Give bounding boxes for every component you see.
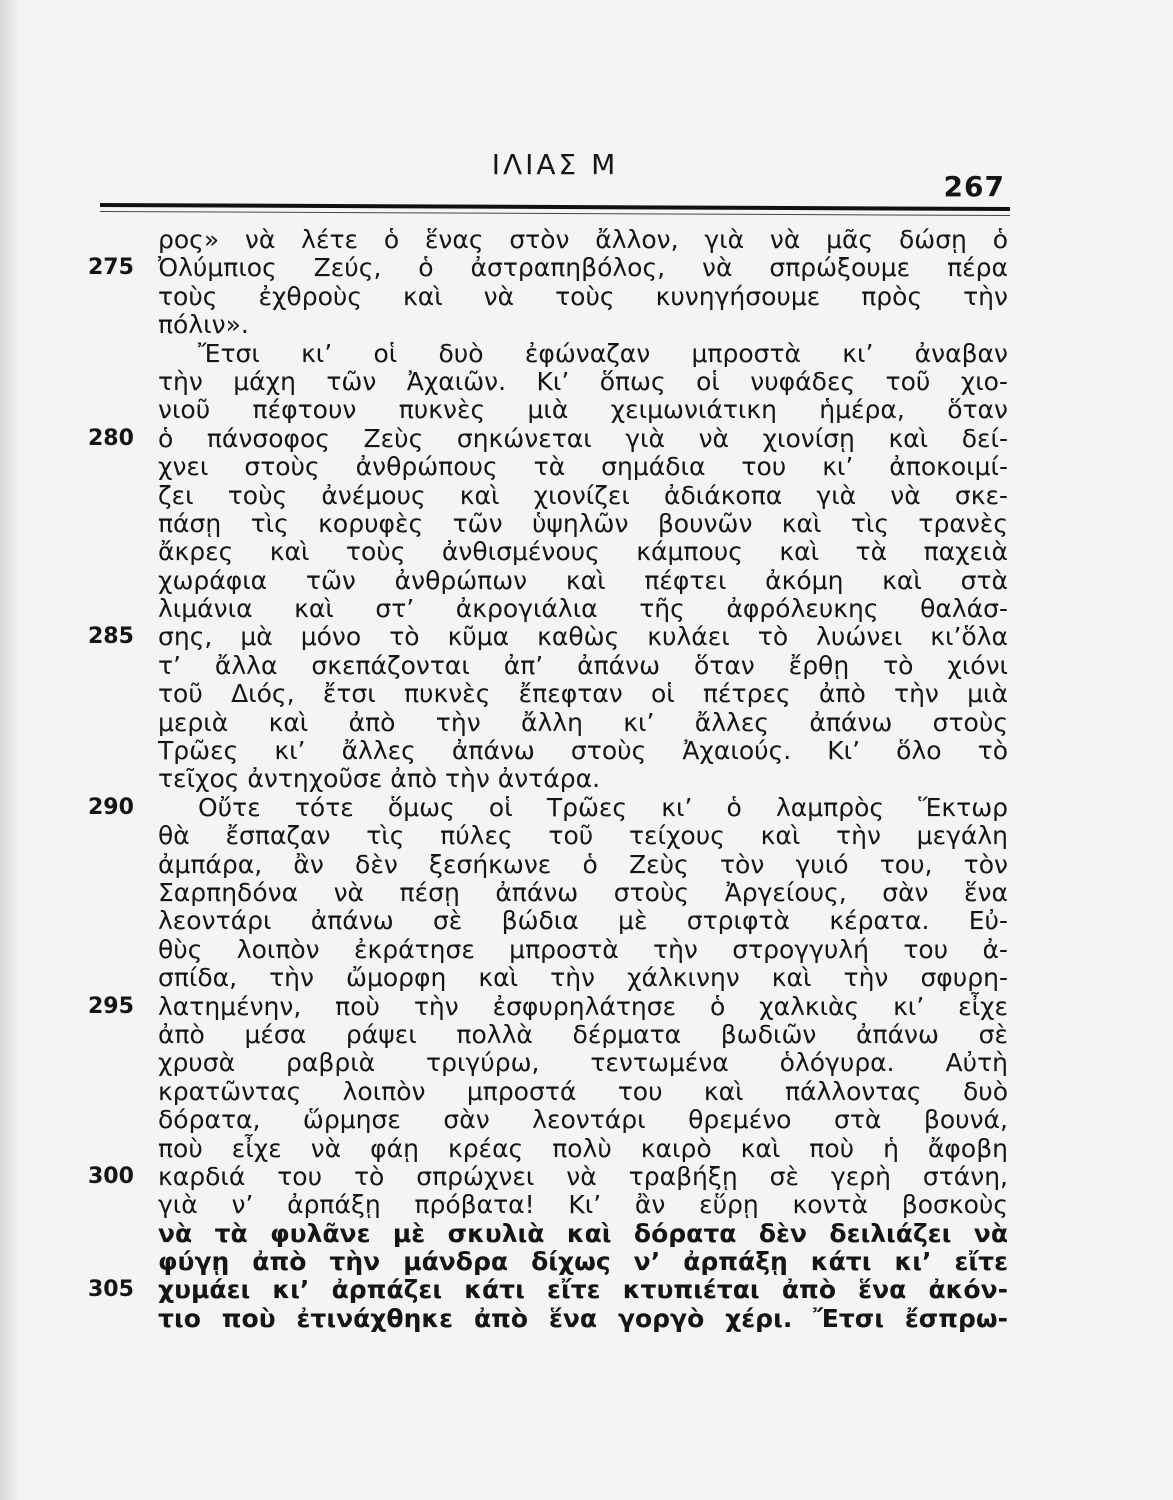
line-text: λατημένην, ποὺ τὴν ἐσφυρηλάτησε ὁ χαλκιὰς κι’ εἶχε [158,991,1008,1021]
line-text: ρος» νὰ λέτε ὁ ἕνας στὸν ἄλλον, γιὰ νὰ μᾶς δώσῃ ὁ [158,225,1008,254]
text-line [88,1135,1018,1163]
text-line [88,368,1018,396]
line-text: καρδιά του τὸ σπρώχνει νὰ τραβήξῃ σὲ γερὴ στάνη, [158,1161,1008,1191]
line-text: ἄκρες καὶ τοὺς ἀνθισμένους κάμπους καὶ τὰ παχειὰ [158,537,1008,567]
text-line [88,1078,1018,1106]
text-line [88,1021,1018,1049]
text-line [88,936,1018,964]
text-line [88,1191,1018,1219]
line-text: νιοῦ πέφτουν πυκνὲς μιὰ χειμωνιάτικη ἡμέρα, ὅταν [158,395,1008,425]
line-text: σπίδα, τὴν ὤμορφη καὶ τὴν χάλκινην καὶ τὴν σφυρη- [158,963,1008,993]
line-text: λεοντάρι ἀπάνω σὲ βώδια μὲ στριφτὰ κέρατα. Εὐ- [158,906,1008,936]
line-text: ὁ πάνσοφος Ζεὺς σηκώνεται γιὰ νὰ χιονίσῃ καὶ δεί- [158,423,1008,453]
line-number: 305 [88,1277,134,1303]
line-text: μεριὰ καὶ ἀπὸ τὴν ἄλλη κι’ ἄλλες ἀπάνω στοὺς [158,707,1008,737]
text-line [88,1276,1018,1304]
text-line [88,510,1018,538]
line-number: 275 [88,255,134,281]
page-header [95,140,1015,203]
line-number: 290 [88,794,134,820]
text-line [88,851,1018,879]
line-text: ἀπὸ μέσα ράψει πολλὰ δέρματα βωδιῶν ἀπάνω σὲ [158,1019,1008,1049]
text-line [88,964,1018,992]
line-text: ἀμπάρα, ἂν δὲν ξεσήκωνε ὁ Ζεὺς τὸν γυιό του, τὸν [158,849,1008,879]
running-title: ΙΛΙΑΣ Μ [491,148,619,181]
line-text: τοὺς ἐχθροὺς καὶ νὰ τοὺς κυνηγήσουμε πρὸς τὴν [158,281,1008,311]
text-line [88,652,1018,680]
text-line [88,765,1018,793]
line-number: 295 [88,993,134,1019]
text-line [88,1305,1018,1333]
text-line [88,1106,1018,1134]
line-text: θὰ ἔσπαζαν τὶς πύλες τοῦ τείχους καὶ τὴν μεγάλη [158,821,1008,851]
text-line [88,595,1018,623]
text-line [88,340,1018,368]
line-text: γιὰ ν’ ἀρπάξῃ πρόβατα! Κι’ ἂν εὕρῃ κοντὰ βοσκοὺς [158,1190,1008,1220]
line-text: Τρῶες κι’ ἄλλες ἀπάνω στοὺς Ἀχαιούς. Κι’ ὅλο τὸ [158,736,1008,766]
body-text [88,226,1018,1333]
line-text: χνει στοὺς ἀνθρώπους τὰ σημάδια του κι’ ἀποκοιμί- [158,452,1008,482]
text-line [88,822,1018,850]
text-line [88,482,1018,510]
line-text: θὺς λοιπὸν ἐκράτησε μπροστὰ τὴν στρογγυλή του ἀ- [158,934,1008,964]
text-line [88,1248,1018,1276]
text-line [88,1220,1018,1248]
line-text: φύγῃ ἀπὸ τὴν μάνδρα δίχως ν’ ἀρπάξῃ κάτι κι’ εἴτε [158,1247,1008,1277]
line-text: χωράφια τῶν ἀνθρώπων καὶ πέφτει ἀκόμη καὶ στὰ [158,565,1008,595]
text-line [88,879,1018,907]
text-line [88,709,1018,737]
text-line [88,226,1018,254]
text-line [88,283,1018,311]
text-line [88,396,1018,424]
text-line [88,254,1018,282]
text-line [88,453,1018,481]
page-edge-shadow [0,0,20,1500]
text-line [88,737,1018,765]
line-number: 285 [88,624,134,650]
line-text: Ὀλύμπιος Ζεύς, ὁ ἀστραπηβόλος, νὰ σπρώξουμε πέρα [158,253,1008,283]
line-text: Οὔτε τότε ὅμως οἱ Τρῶες κι’ ὁ λαμπρὸς Ἕκτωρ [198,792,1008,822]
page-number: 267 [943,170,1005,203]
line-text: ζει τοὺς ἀνέμους καὶ χιονίζει ἀδιάκοπα γιὰ νὰ σκε- [158,480,1008,510]
line-text: νὰ τὰ φυλᾶνε μὲ σκυλιὰ καὶ δόρατα δὲν δειλιάζει νὰ [158,1218,1008,1248]
header-rule [100,203,1010,211]
text-line [88,425,1018,453]
line-text: τοῦ Διός, ἔτσι πυκνὲς ἔπεφταν οἱ πέτρες ἀπὸ τὴν μιὰ [158,679,1008,709]
text-line [88,311,1018,339]
line-number: 300 [88,1163,134,1189]
text-line [88,794,1018,822]
line-text: λιμάνια καὶ στ’ ἀκρογιάλια τῆς ἀφρόλευκης θαλάσ- [158,594,1008,624]
text-line [88,993,1018,1021]
line-text: πόλιν». [158,310,249,340]
line-text: κρατῶντας λοιπὸν μπροστά του καὶ πάλλοντας δυὸ [158,1076,1008,1106]
line-text: τ’ ἄλλα σκεπάζονται ἀπ’ ἀπάνω ὅταν ἔρθῃ τὸ χιόνι [158,650,1008,680]
text-line [88,680,1018,708]
line-text: χρυσὰ ραβριὰ τριγύρω, τεντωμένα ὁλόγυρα. Αὐτὴ [158,1048,1008,1078]
line-text: τὴν μάχη τῶν Ἀχαιῶν. Κι’ ὅπως οἱ νυφάδες τοῦ χιο- [158,366,1008,396]
text-line [88,907,1018,935]
line-text: Ἔτσι κι’ οἱ δυὸ ἐφώναζαν μπροστὰ κι’ ἀναβαν [198,338,1008,368]
line-text: τιο ποὺ ἐτινάχθηκε ἀπὸ ἕνα γοργὸ χέρι. Ἔτσι ἔσπρω- [158,1303,1008,1333]
line-text: Σαρπηδόνα νὰ πέσῃ ἀπάνω στοὺς Ἀργείους, σὰν ἕνα [158,877,1008,907]
line-number: 280 [88,425,134,451]
line-text: δόρατα, ὥρμησε σὰν λεοντάρι θρεμένο στὰ βουνά, [158,1105,1008,1135]
line-text: τεῖχος ἀντηχοῦσε ἀπὸ τὴν ἀντάρα. [158,764,601,794]
text-line [88,1049,1018,1077]
header-rule-thin [100,211,1010,216]
line-text: χυμάει κι’ ἀρπάζει κάτι εἴτε κτυπιέται ἀπὸ ἕνα ἀκόν- [158,1275,1008,1305]
line-text: ποὺ εἶχε νὰ φάῃ κρέας πολὺ καιρὸ καὶ ποὺ ἡ ἄφοβη [158,1133,1008,1163]
text-line [88,1163,1018,1191]
line-text: σης, μὰ μόνο τὸ κῦμα καθὼς κυλάει τὸ λυώνει κι’ὅλα [158,622,1008,652]
line-text: πάσῃ τὶς κορυφὲς τῶν ὑψηλῶν βουνῶν καὶ τὶς τρανὲς [158,508,1008,538]
text-line [88,623,1018,651]
text-line [88,538,1018,566]
text-line [88,567,1018,595]
